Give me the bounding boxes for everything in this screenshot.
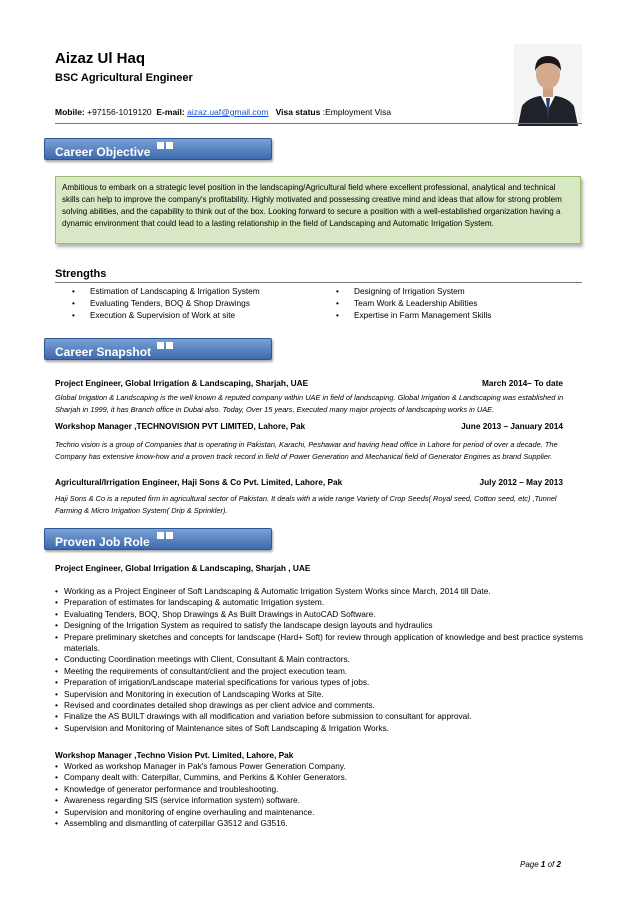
section-title-objective: Career Objective [55, 145, 151, 159]
header-divider [55, 123, 582, 124]
list-item: • Evaluating Tenders, BOQ & Shop Drawings [72, 297, 332, 309]
job-description: Haji Sons & Co is a reputed firm in agricultural sector of Pakistan. It deals with a wide range Variety of Crop Seeds( Royal seed, Cotton seed, etc) ,Tunnel Farming & Micro Irrigation System( Drip & Sprinkler). [55, 494, 557, 515]
job-dates: June 2013 – January 2014 [461, 421, 563, 431]
strengths-title: Strengths [55, 268, 107, 280]
list-item: • Preparation of estimates for landscaping & automatic Irrigation system. [55, 597, 585, 608]
portrait-icon [514, 44, 582, 126]
candidate-name: Aizaz Ul Haq [55, 50, 146, 67]
job-role: Workshop Manager ,TECHNOVISION PVT LIMITED, Lahore, Pak [55, 421, 306, 431]
list-item: • Conducting Coordination meetings with Client, Consultant & Main contractors. [55, 654, 585, 665]
banner-square-icon [157, 532, 164, 539]
list-item: • Supervision and Monitoring of Maintenance sites of Soft Landscaping & Irrigation Works. [55, 723, 585, 734]
section-title-proven: Proven Job Role [55, 535, 150, 549]
objective-text: Ambitious to embark on a strategic level position in the landscaping/Agricultural field where excellent professional, analytical and technical skills can help to improve the company's profitability. Highly motivated and possessing creative mind and ideas that allow for strong problem solving abilities, and the capability to think out of the box. Looking forward to secure a position with a well-established organization having a dynamic environment that could lead to a lasting relationship in the field of Landscaping and Automatic Irrigation System. [62, 183, 562, 228]
job-dates: July 2012 – May 2013 [479, 477, 563, 487]
section-title-snapshot: Career Snapshot [55, 345, 152, 359]
snapshot-job-header [55, 378, 563, 388]
job-role: Agricultural/Irrigation Engineer, Haji Sons & Co Pvt. Limited, Lahore, Pak [55, 477, 343, 487]
list-item: • Team Work & Leadership Abilities [336, 297, 576, 309]
visa-status: :Employment Visa [322, 107, 392, 117]
list-item: • Awareness regarding SIS (service information system) software. [55, 795, 585, 806]
objective-box [55, 176, 581, 244]
list-item: • Estimation of Landscaping & Irrigation System [72, 285, 332, 297]
list-item: • Worked as workshop Manager in Pak's famous Power Generation Company. [55, 761, 585, 772]
snapshot-job-header [55, 477, 563, 487]
candidate-title: BSC Agricultural Engineer [55, 72, 193, 84]
list-item: • Working as a Project Engineer of Soft Landscaping & Automatic Irrigation System Works since March, 2014 till Date. [55, 586, 585, 597]
list-item: • Supervision and monitoring of engine overhauling and maintenance. [55, 807, 585, 818]
section-banner-snapshot [44, 338, 272, 360]
list-item: • Finalize the AS BUILT drawings with all modification and variation before submission to consultant for approval. [55, 711, 585, 722]
mobile-label: Mobile: [55, 107, 85, 117]
list-item: • Revised and coordinates detailed shop drawings as per client advice and comments. [55, 700, 585, 711]
profile-photo [514, 44, 582, 126]
banner-square-icon [166, 532, 173, 539]
banner-square-icon [166, 342, 173, 349]
email-label: E-mail: [156, 107, 185, 117]
snapshot-job-header [55, 421, 563, 431]
list-item: • Knowledge of generator performance and troubleshooting. [55, 784, 585, 795]
mobile-number: +97156-1019120 [87, 107, 152, 117]
list-item: • Assembling and dismantling of caterpillar G3512 and G3516. [55, 818, 585, 829]
strengths-divider [55, 282, 582, 283]
list-item: • Preparation of irrigation/Landscape material specifications for various types of jobs. [55, 677, 585, 688]
list-item: • Designing of Irrigation System [336, 285, 576, 297]
banner-square-icon [157, 342, 164, 349]
proven-job1-title: Project Engineer, Global Irrigation & Landscaping, Sharjah , UAE [55, 563, 311, 573]
proven-job1-list [55, 586, 585, 734]
job-description: Techno vision is a group of Companies that is operating in Pakistan, Karachi, Peshawar and having head office in Lahore for period of over a decade. The Company has extensive know-how and a proven track record in field of Power Generation and Mechanical field of Generator Engines as brand Supplier. [55, 440, 558, 461]
visa-label: Visa status [275, 107, 321, 117]
proven-job2-list [55, 761, 585, 829]
contact-line [55, 107, 391, 117]
list-item: • Evaluating Tenders, BOQ, Shop Drawings & As Built Drawings in AutoCAD Software. [55, 609, 585, 620]
list-item: • Prepare preliminary sketches and concepts for landscape (Hard+ Soft) for review through application of knowledge and best practice systems materials. [55, 632, 585, 655]
email-link[interactable]: aizaz.uaf@gmail.com [187, 107, 269, 117]
proven-job2-title: Workshop Manager ,Techno Vision Pvt. Limited, Lahore, Pak [55, 750, 294, 760]
list-item: • Expertise in Farm Management Skills [336, 309, 576, 321]
section-banner-proven [44, 528, 272, 550]
list-item: • Meeting the requirements of consultant/client and the project execution team. [55, 666, 585, 677]
page-number: Page 1 of 2 [520, 860, 561, 869]
strengths-left-list [72, 285, 332, 321]
list-item: • Supervision and Monitoring in execution of Landscaping Works at Site. [55, 689, 585, 700]
job-dates: March 2014– To date [481, 378, 563, 388]
list-item: • Execution & Supervision of Work at site [72, 309, 332, 321]
job-role: Project Engineer, Global Irrigation & Landscaping, Sharjah, UAE [55, 378, 309, 388]
strengths-right-list [336, 285, 576, 321]
banner-square-icon [166, 142, 173, 149]
job-description: Global Irrigation & Landscaping is the well known & reputed company within UAE in field of landscaping. Global Irrigation & Landscaping was established in Sharjah in 1999, it has Branch office in Dubai also. Today, Over 15 years, Executed many major projects of landscaping works in UAE. [55, 393, 564, 414]
list-item: • Company dealt with: Caterpillar, Cummins, and Perkins & Kohler Generators. [55, 772, 585, 783]
list-item: • Designing of the Irrigation System as required to satisfy the landscape design layouts and hydraulics [55, 620, 585, 631]
section-banner-objective [44, 138, 272, 160]
banner-square-icon [157, 142, 164, 149]
